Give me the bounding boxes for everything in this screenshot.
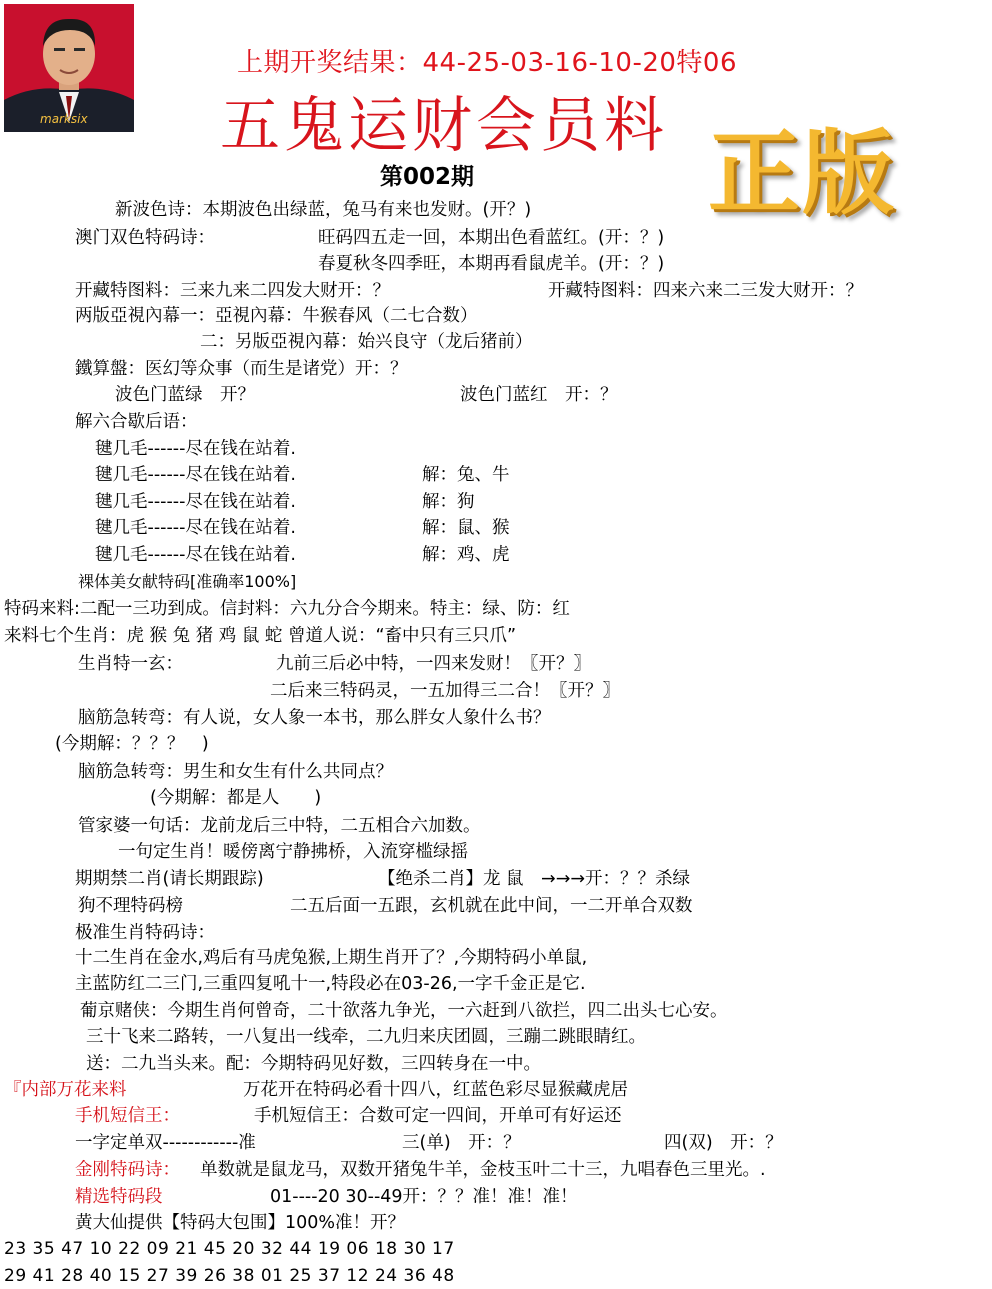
- sms-king-label: 手机短信王：: [75, 1106, 180, 1126]
- riddle-heading: 解六合歇后语：: [75, 412, 198, 432]
- riddle-answer: 解：鸡、虎: [422, 545, 510, 565]
- zodiac-mystery-label: 生肖特一玄：: [78, 654, 183, 674]
- special-source: 特码来料:二配一三功到成。信封料：六九分合今期来。特主：绿、防：红: [4, 599, 570, 619]
- exact-zodiac-line: 十二生肖在金水,鸡后有马虎兔猴,上期生肖开了？,今期特码小单鼠,: [75, 948, 588, 968]
- dog-ignore-text: 二五后面一五跟，玄机就在此中间，一二开单合双数: [290, 896, 693, 916]
- butler-saying: 管家婆一句话：龙前龙后三中特，二五相合六加数。: [78, 816, 481, 836]
- wong-tai-sin-line: 黄大仙提供【特码大包围】100%准！开？: [75, 1213, 406, 1233]
- number-list: 23 35 47 10 22 09 21 45 20 32 44 19 06 18 30 17: [4, 1239, 455, 1259]
- brain-teaser-answer: (今期解：都是人 ): [150, 788, 322, 808]
- riddle-text: 毽几毛------尽在钱在站着.: [95, 545, 296, 565]
- internal-source-label: 『内部万花来料: [4, 1080, 127, 1100]
- gambler-verse: 葡京赌侠：今期生肖何曾奇，二十欲落九争光，一六赶到八欲拦，四二出头七心安。: [80, 1001, 728, 1021]
- riddle-text: 毽几毛------尽在钱在站着.: [95, 465, 296, 485]
- zodiac-mystery-line: 九前三后必中特，一四来发财！〖开？〗: [276, 654, 591, 674]
- single-even: 四(双) 开：？: [664, 1133, 783, 1153]
- macau-poem-line: 春夏秋冬四季旺，本期再看鼠虎羊。(开：？): [318, 254, 665, 274]
- exact-zodiac-line: 主蓝防红二三门,三重四复吼十一,特段必在03-26,一字千金正是它.: [75, 974, 586, 994]
- page-title: 五鬼运财会员料: [220, 91, 668, 161]
- portrait-photo: [4, 4, 134, 132]
- two-versions-line: 两版亞視內幕一：亞視內幕：牛猴春风（二七合数）: [75, 306, 478, 326]
- one-zodiac-line: 一句定生肖！暖傍离宁静拂桥，入流穿槛绿摇: [118, 842, 468, 862]
- wave-door-left: 波色门蓝绿 开？: [115, 385, 255, 405]
- two-versions-line: 二：另版亞視內幕：始兴良守（龙后猪前）: [200, 332, 533, 352]
- zodiac-mystery-line: 二后来三特码灵，一五加得三二合！〖开？〗: [270, 681, 620, 701]
- selected-range-label: 精选特码段: [75, 1187, 163, 1207]
- riddle-text: 毽几毛------尽在钱在站着.: [95, 518, 296, 538]
- hidden-picture-left: 开藏特图料：三来九来二四发大财开：？: [75, 281, 390, 301]
- internal-source-text: 万花开在特码必看十四八，红蓝色彩尽显猴藏虎居: [243, 1080, 628, 1100]
- wave-color-poem: 新波色诗：本期波色出绿蓝，兔马有来也发财。(开？): [115, 200, 532, 220]
- send-match-line: 送：二九当头来。配：今期特码见好数，三四转身在一中。: [86, 1054, 541, 1074]
- seven-zodiacs: 来料七个生肖：虎 猴 兔 猪 鸡 鼠 蛇 曾道人说：“畜中只有三只爪”: [4, 626, 517, 646]
- brain-teaser: 脑筋急转弯：男生和女生有什么共同点？: [78, 762, 393, 782]
- brain-teaser-answer: (今期解：？？？ ): [55, 734, 209, 754]
- macau-poem-label: 澳门双色特码诗：: [75, 228, 215, 248]
- ban-two-zodiacs-label: 期期禁二肖(请长期跟踪): [75, 869, 264, 889]
- vajra-poem-label: 金刚特码诗：: [75, 1160, 180, 1180]
- single-double-line: 一字定单双------------准: [75, 1133, 256, 1153]
- sms-king-text: 手机短信王：合数可定一四间，开单可有好运还: [254, 1106, 622, 1126]
- wave-door-right: 波色门蓝红 开：？: [460, 385, 618, 405]
- riddle-text: 毽几毛------尽在钱在站着.: [95, 439, 296, 459]
- iron-abacus: 鐵算盤：医幻等众事（而生是诸党）开：？: [75, 359, 408, 379]
- nude-beauty-tip: 裸体美女献特码[准确率100%]: [78, 572, 297, 591]
- brain-teaser: 脑筋急转弯：有人说，女人象一本书，那么胖女人象什么书？: [78, 708, 551, 728]
- vajra-poem-text: 单数就是鼠龙马，双数开猪兔牛羊，金枝玉叶二十三，九唱春色三里光。.: [200, 1160, 766, 1180]
- riddle-text: 毽几毛------尽在钱在站着.: [95, 492, 296, 512]
- selected-range-text: 01----20 30--49开：？？准！准！准！: [270, 1187, 578, 1207]
- macau-poem-line: 旺码四五走一回，本期出色看蓝红。(开：？): [318, 228, 665, 248]
- riddle-answer: 解：鼠、猴: [422, 518, 510, 538]
- single-odd: 三(单) 开：？: [402, 1133, 521, 1153]
- photo-watermark: marksix: [40, 112, 88, 126]
- genuine-stamp: 正版: [708, 120, 897, 227]
- riddle-answer: 解：兔、牛: [422, 465, 510, 485]
- issue-number: 第002期: [380, 164, 475, 190]
- gambler-verse: 三十飞来二路转，一八复出一线牵，二九归来庆团圆，三蹦二跳眼睛红。: [86, 1027, 646, 1047]
- last-draw-result: 上期开奖结果：44-25-03-16-10-20特06: [237, 48, 737, 78]
- hidden-picture-right: 开藏特图料：四来六来二三发大财开：？: [548, 281, 863, 301]
- dog-ignore-label: 狗不理特码榜: [78, 896, 183, 916]
- number-list: 29 41 28 40 15 27 39 26 38 01 25 37 12 24 36 48: [4, 1266, 455, 1286]
- ban-two-zodiacs-text: 【绝杀二肖】龙 鼠 →→→开：？？杀绿: [378, 869, 691, 889]
- riddle-answer: 解：狗: [422, 492, 475, 512]
- exact-zodiac-heading: 极准生肖特码诗：: [75, 923, 215, 943]
